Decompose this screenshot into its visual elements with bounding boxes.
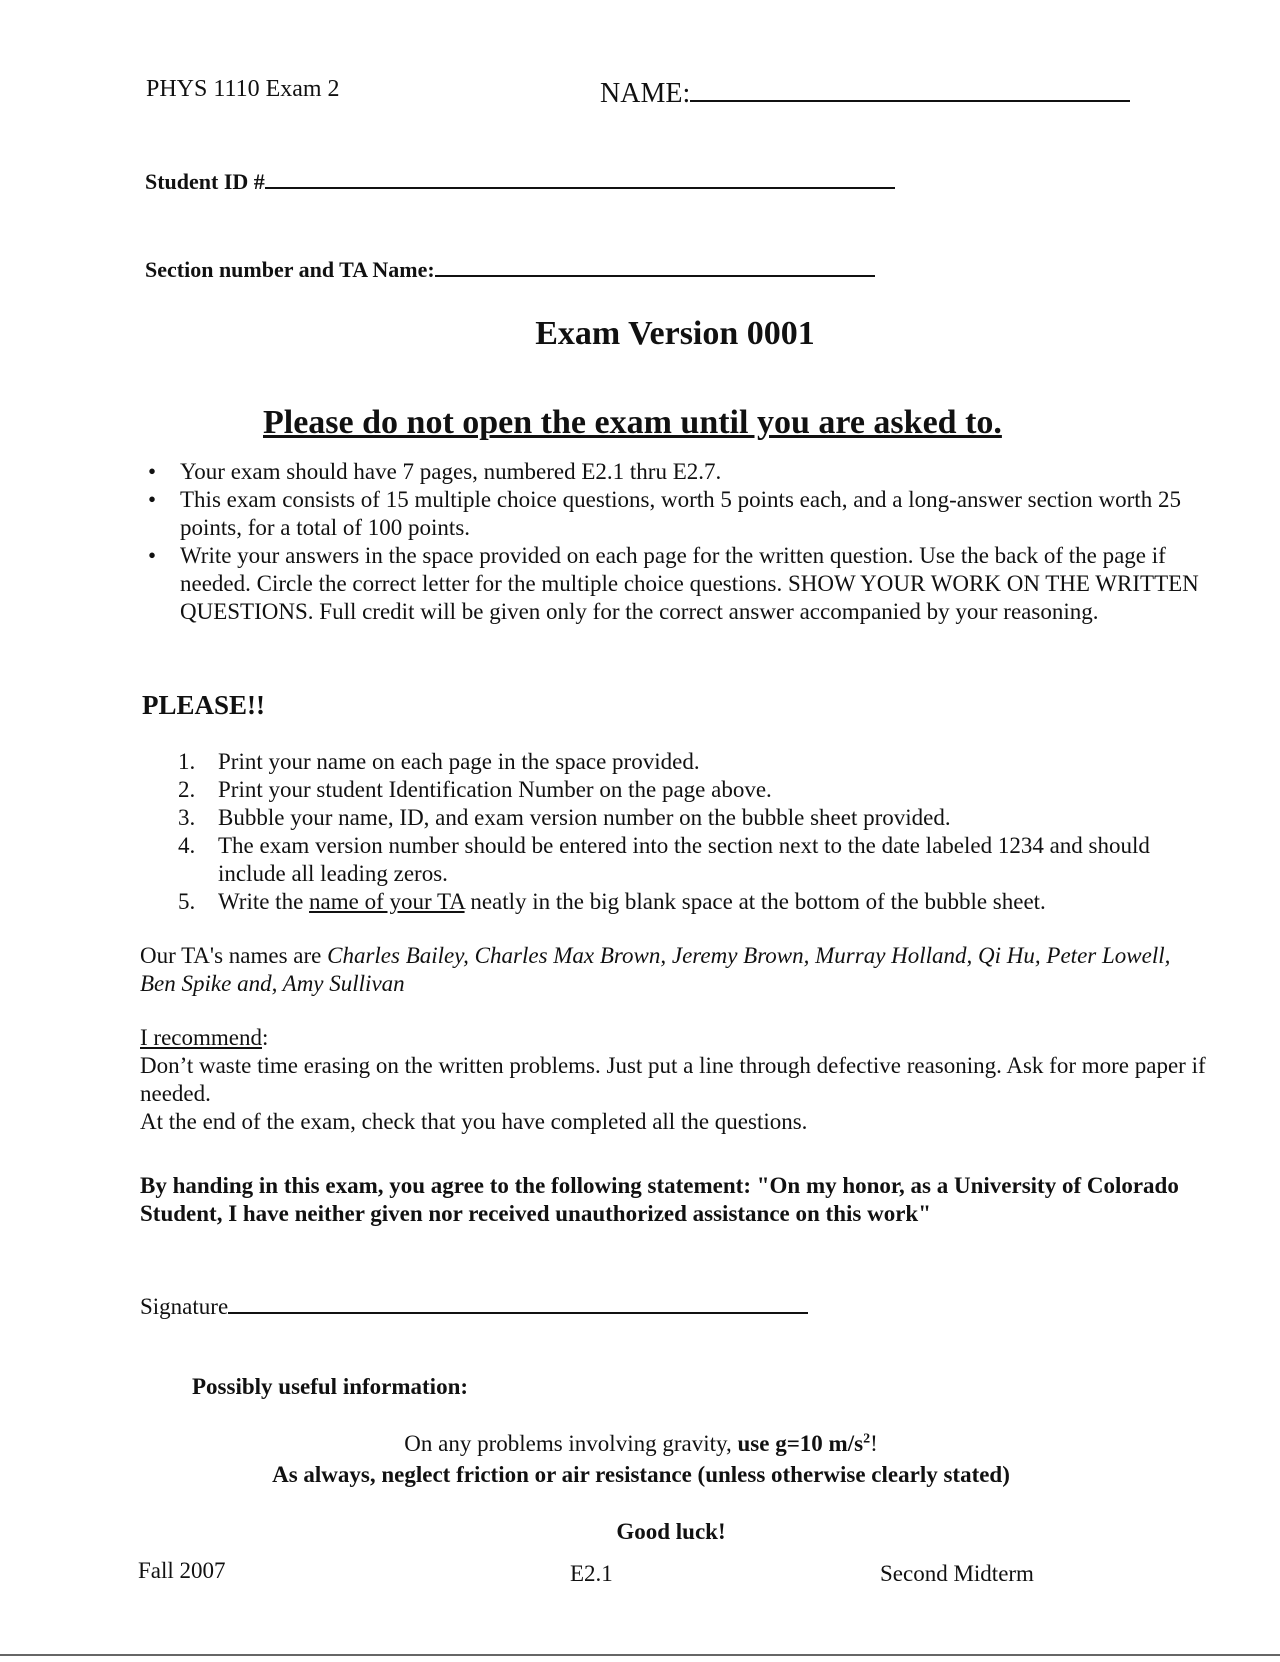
list-item: 3. Bubble your name, ID, and exam version number on the bubble sheet provided.	[178, 805, 951, 830]
recommendations: I recommend: Don’t waste time erasing on the written problems. Just put a line through defective reasoning. Ask for more paper if needed. At the end of the exam, check that you have completed all the questions.	[140, 1024, 1210, 1136]
name-blank[interactable]	[690, 74, 1130, 102]
footer-exam-name: Second Midterm	[880, 1561, 1034, 1586]
list-item: • Your exam should have 7 pages, numbered E2.1 thru E2.7.	[148, 459, 722, 484]
student-id-label: Student ID #	[145, 169, 265, 194]
list-item: 2. Print your student Identification Number on the page above.	[178, 777, 772, 802]
list-item: 1. Print your name on each page in the space provided.	[178, 749, 700, 774]
ta-names-paragraph: Our TA's names are Charles Bailey, Charles Max Brown, Jeremy Brown, Murray Holland, Qi Hu, Peter Lowell, Ben Spike and, Amy Sullivan	[140, 943, 1171, 996]
useful-info-heading: Possibly useful information:	[192, 1374, 469, 1399]
page-number: E2.1	[570, 1561, 613, 1586]
honor-statement: By handing in this exam, you agree to the following statement: "On my honor, as a University of Colorado Student, I have neither given nor received unauthorized assistance on this work"	[140, 1173, 1179, 1226]
footer-term: Fall 2007	[138, 1558, 226, 1583]
section-field[interactable]	[145, 255, 875, 283]
recommend-line: At the end of the exam, check that you have completed all the questions.	[140, 1109, 808, 1134]
student-id-blank[interactable]	[265, 167, 895, 189]
do-not-open-warning: Please do not open the exam until you are asked to.	[263, 404, 1002, 441]
friction-note: As always, neglect friction or air resistance (unless otherwise clearly stated)	[272, 1462, 1010, 1487]
list-item: 4. The exam version number should be entered into the section next to the date labeled 1234 and should include all leading zeros.	[178, 833, 1150, 886]
gravity-note: On any problems involving gravity, use g=10 $m/s^2$!	[404, 1431, 878, 1456]
steps-list	[178, 748, 1198, 916]
signature-field[interactable]	[140, 1292, 808, 1320]
instructions-list	[140, 458, 1220, 626]
recommend-label: I recommend	[140, 1025, 262, 1050]
signature-label: Signature	[140, 1294, 229, 1319]
ta-names: Charles Bailey, Charles Max Brown, Jeremy Brown, Murray Holland, Qi Hu, Peter Lowell, Ben Spike and, Amy Sullivan	[140, 943, 1171, 996]
list-item: • Write your answers in the space provided on each page for the written question. Use the back of the page if needed. Circle the correct letter for the multiple choice questions. SHOW YOUR WORK ON THE WRITTEN QUESTIONS. Full credit will be given only for the correct answer accompanied by your reasoning.	[148, 543, 1199, 624]
bullet-icon: •	[148, 543, 157, 568]
name-label: NAME:	[600, 78, 691, 109]
exam-version: Exam Version 0001	[535, 315, 815, 352]
scan-edge-divider	[0, 1654, 1280, 1656]
course-title: PHYS 1110 Exam 2	[146, 76, 340, 102]
list-item: • This exam consists of 15 multiple choice questions, worth 5 points each, and a long-answer section worth 25 points, for a total of 100 points.	[148, 487, 1181, 540]
student-id-field[interactable]	[145, 167, 895, 195]
section-blank[interactable]	[435, 255, 875, 277]
section-label: Section number and TA Name:	[145, 257, 435, 282]
name-field[interactable]	[600, 74, 1130, 110]
good-luck: Good luck!	[616, 1519, 726, 1544]
bullet-icon: •	[148, 459, 157, 484]
recommend-line: Don’t waste time erasing on the written problems. Just put a line through defective reasoning. Ask for more paper if needed.	[140, 1053, 1206, 1106]
ta-name-emphasis: name of your TA	[309, 889, 465, 914]
list-item: 5. Write the name of your TA neatly in the big blank space at the bottom of the bubble sheet.	[178, 889, 1046, 914]
bullet-icon: •	[148, 487, 157, 512]
please-heading: PLEASE!!	[142, 690, 266, 720]
signature-blank[interactable]	[228, 1292, 808, 1314]
